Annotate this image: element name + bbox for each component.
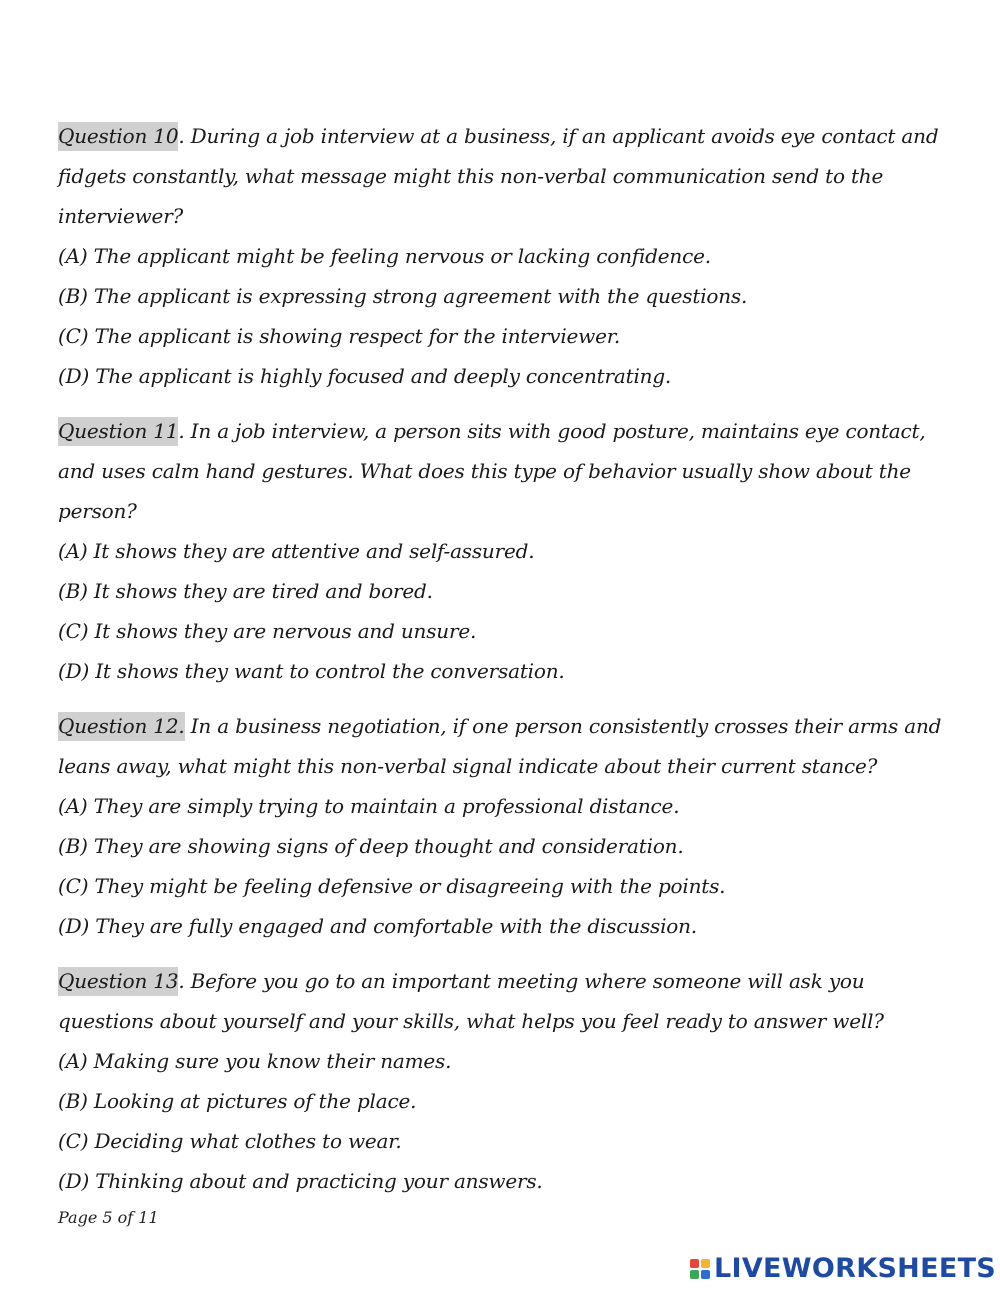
option-d[interactable]: (D) It shows they want to control the conversation. xyxy=(58,659,565,683)
option-c[interactable]: (C) The applicant is showing respect for the interviewer. xyxy=(58,324,621,348)
mark-square-yellow xyxy=(701,1259,710,1268)
question-12 xyxy=(58,706,948,946)
option-d[interactable]: (D) The applicant is highly focused and deeply concentrating. xyxy=(58,364,672,388)
question-stem-line xyxy=(58,961,948,1001)
mark-square-blue xyxy=(701,1270,710,1279)
answer-options xyxy=(58,531,948,691)
question-text: person? xyxy=(58,499,137,523)
question-10 xyxy=(58,116,948,396)
option-d[interactable]: (D) Thinking about and practicing your answers. xyxy=(58,1169,543,1193)
question-stem-line xyxy=(58,116,948,156)
option-c[interactable]: (C) Deciding what clothes to wear. xyxy=(58,1129,402,1153)
option-b[interactable]: (B) They are showing signs of deep thought and consideration. xyxy=(58,834,684,858)
option-c[interactable]: (C) It shows they are nervous and unsure. xyxy=(58,619,477,643)
answer-options xyxy=(58,1041,948,1201)
option-b[interactable]: (B) The applicant is expressing strong agreement with the questions. xyxy=(58,284,748,308)
option-b[interactable]: (B) Looking at pictures of the place. xyxy=(58,1089,417,1113)
question-text: . Before you go to an important meeting where someone will ask you xyxy=(178,969,865,993)
mark-square-red xyxy=(690,1259,699,1268)
option-d[interactable]: (D) They are fully engaged and comfortable with the discussion. xyxy=(58,914,697,938)
liveworksheets-logo[interactable] xyxy=(690,1252,996,1286)
question-label: Question 11 xyxy=(58,417,178,446)
question-text: and uses calm hand gestures. What does this type of behavior usually show about the xyxy=(58,459,911,483)
liveworksheets-mark-icon xyxy=(690,1259,710,1279)
question-label: Question 13 xyxy=(58,967,178,996)
option-a[interactable]: (A) The applicant might be feeling nervous or lacking confidence. xyxy=(58,244,711,268)
question-text: . During a job interview at a business, if an applicant avoids eye contact and xyxy=(178,124,939,148)
liveworksheets-wordmark: LIVEWORKSHEETS xyxy=(714,1253,997,1284)
question-text: leans away, what might this non-verbal signal indicate about their current stance? xyxy=(58,754,878,778)
option-c[interactable]: (C) They might be feeling defensive or disagreeing with the points. xyxy=(58,874,726,898)
answer-options xyxy=(58,236,948,396)
question-text: . In a job interview, a person sits with good posture, maintains eye contact, xyxy=(178,419,926,443)
option-a[interactable]: (A) It shows they are attentive and self-assured. xyxy=(58,539,535,563)
question-label: Question 10 xyxy=(58,122,178,151)
answer-options xyxy=(58,786,948,946)
question-text: interviewer? xyxy=(58,204,184,228)
mark-square-green xyxy=(690,1270,699,1279)
option-b[interactable]: (B) It shows they are tired and bored. xyxy=(58,579,433,603)
question-stem-line xyxy=(58,706,948,746)
question-13 xyxy=(58,961,948,1201)
option-a[interactable]: (A) They are simply trying to maintain a professional distance. xyxy=(58,794,680,818)
option-a[interactable]: (A) Making sure you know their names. xyxy=(58,1049,452,1073)
question-text: questions about yourself and your skills, what helps you feel ready to answer well? xyxy=(58,1009,884,1033)
question-stem-line xyxy=(58,411,948,451)
page-number: Page 5 of 11 xyxy=(58,1208,159,1227)
question-text: In a business negotiation, if one person consistently crosses their arms and xyxy=(184,714,942,738)
question-11 xyxy=(58,411,948,691)
question-label: Question 12. xyxy=(58,712,185,741)
question-text: fidgets constantly, what message might this non-verbal communication send to the xyxy=(58,164,884,188)
